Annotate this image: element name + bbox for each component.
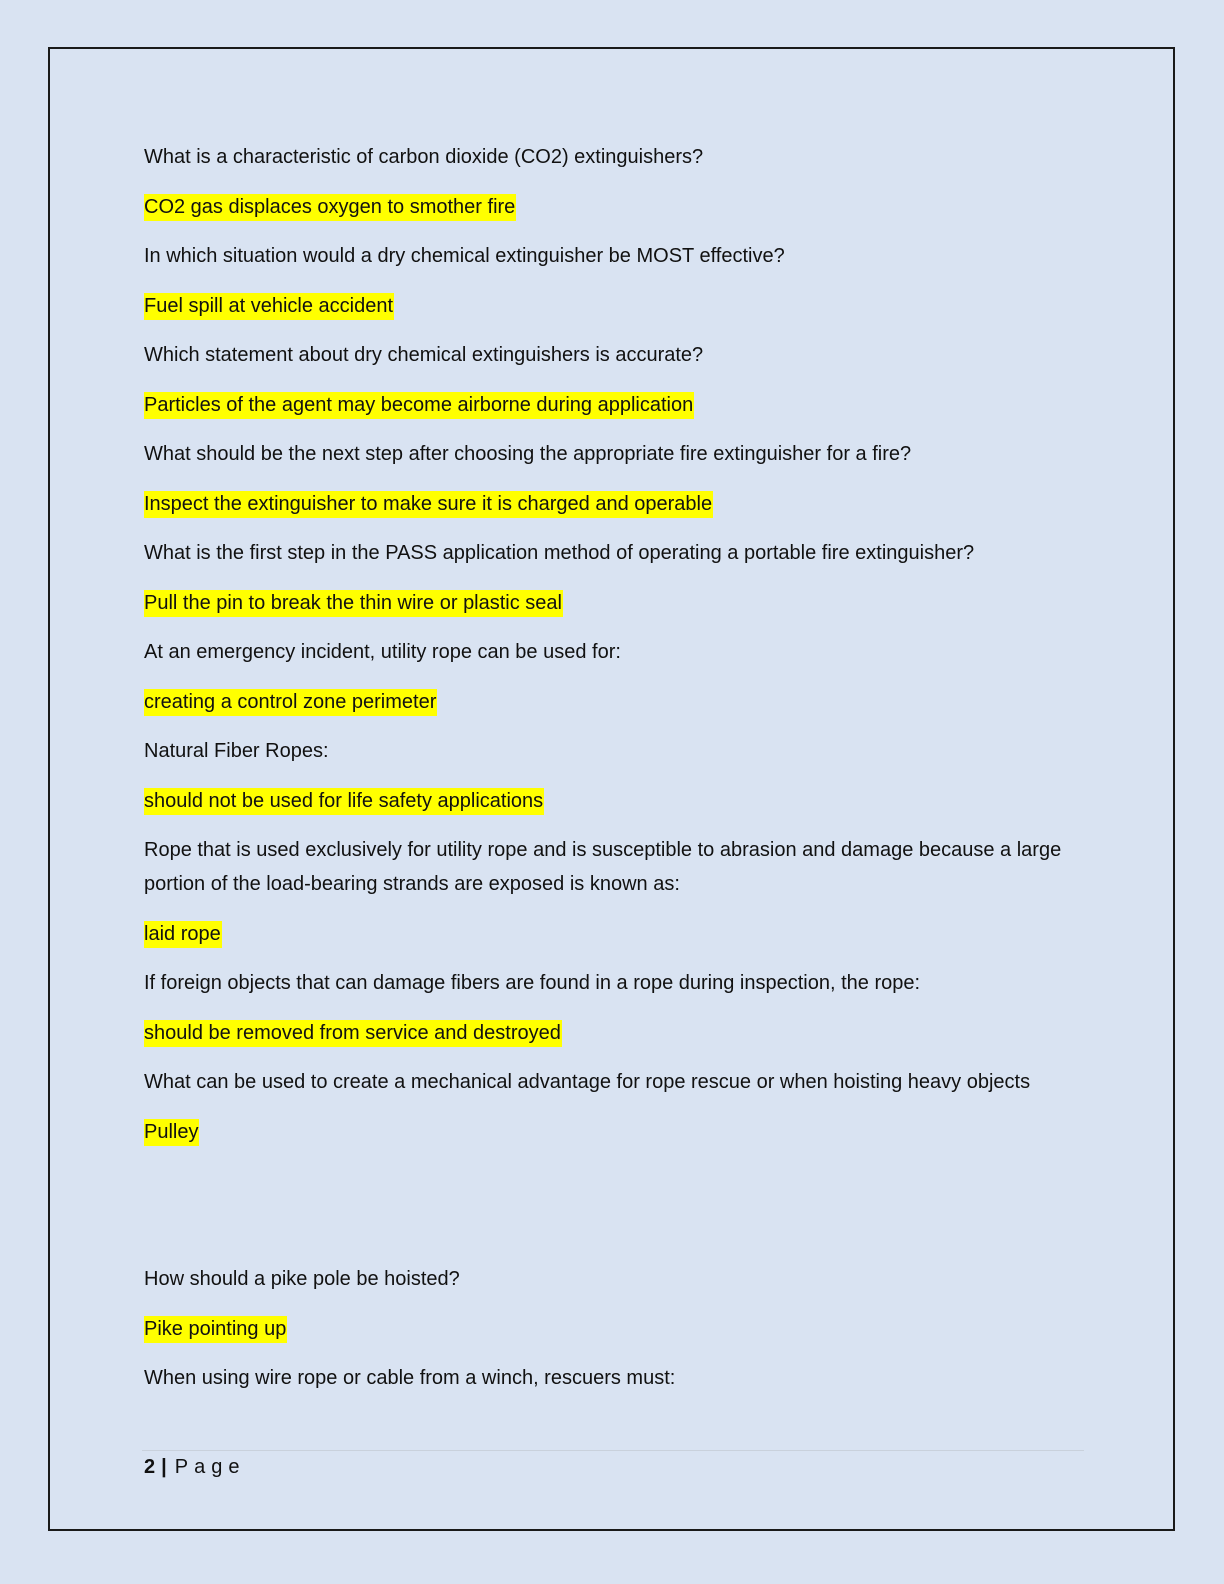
question-1: What is a characteristic of carbon dioxide (CO2) extinguishers? [144, 146, 704, 168]
highlighted-answer-6: creating a control zone perimeter [144, 689, 437, 716]
question-9: If foreign objects that can damage fibers are found in a rope during inspection, the rope: [144, 972, 921, 994]
question-2: In which situation would a dry chemical extinguisher be MOST effective? [144, 245, 785, 267]
page-number: 2 [144, 1456, 156, 1478]
highlighted-answer-11: Pike pointing up [144, 1316, 287, 1343]
question-12: When using wire rope or cable from a winch, rescuers must: [144, 1367, 676, 1389]
question-7: Natural Fiber Ropes: [144, 740, 329, 762]
answer-3 [144, 388, 1084, 422]
page-label: Page [174, 1456, 246, 1478]
answer-4 [144, 487, 1084, 521]
answer-7 [144, 784, 1084, 818]
highlighted-answer-9: should be removed from service and destroyed [144, 1020, 562, 1047]
answer-11 [144, 1312, 1084, 1346]
question-8: Rope that is used exclusively for utility rope and is susceptible to abrasion and damage because a large portion of the load-bearing strands are exposed is known as: [144, 839, 1062, 895]
question-4: What should be the next step after choosing the appropriate fire extinguisher for a fire? [144, 443, 912, 465]
highlighted-answer-7: should not be used for life safety applications [144, 788, 544, 815]
answer-9 [144, 1016, 1084, 1050]
answer-5 [144, 586, 1084, 620]
blank-space [144, 1164, 1084, 1262]
question-10: What can be used to create a mechanical advantage for rope rescue or when hoisting heavy objects [144, 1071, 1031, 1093]
page-footer [144, 1454, 245, 1480]
answer-1 [144, 190, 1084, 224]
highlighted-answer-3: Particles of the agent may become airborne during application [144, 392, 694, 419]
highlighted-answer-5: Pull the pin to break the thin wire or plastic seal [144, 590, 563, 617]
answer-2 [144, 289, 1084, 323]
highlighted-answer-4: Inspect the extinguisher to make sure it is charged and operable [144, 491, 713, 518]
footer-divider [142, 1450, 1084, 1451]
answer-10 [144, 1115, 1084, 1149]
highlighted-answer-1: CO2 gas displaces oxygen to smother fire [144, 194, 516, 221]
highlighted-answer-2: Fuel spill at vehicle accident [144, 293, 394, 320]
highlighted-answer-8: laid rope [144, 921, 222, 948]
answer-6 [144, 685, 1084, 719]
question-5: What is the first step in the PASS application method of operating a portable fire extinguisher? [144, 542, 975, 564]
document-body [144, 140, 1084, 1411]
question-11: How should a pike pole be hoisted? [144, 1268, 460, 1290]
question-6: At an emergency incident, utility rope can be used for: [144, 641, 621, 663]
answer-8 [144, 917, 1084, 951]
highlighted-answer-10: Pulley [144, 1119, 199, 1146]
footer-separator: | [161, 1456, 167, 1478]
question-3: Which statement about dry chemical extinguishers is accurate? [144, 344, 704, 366]
